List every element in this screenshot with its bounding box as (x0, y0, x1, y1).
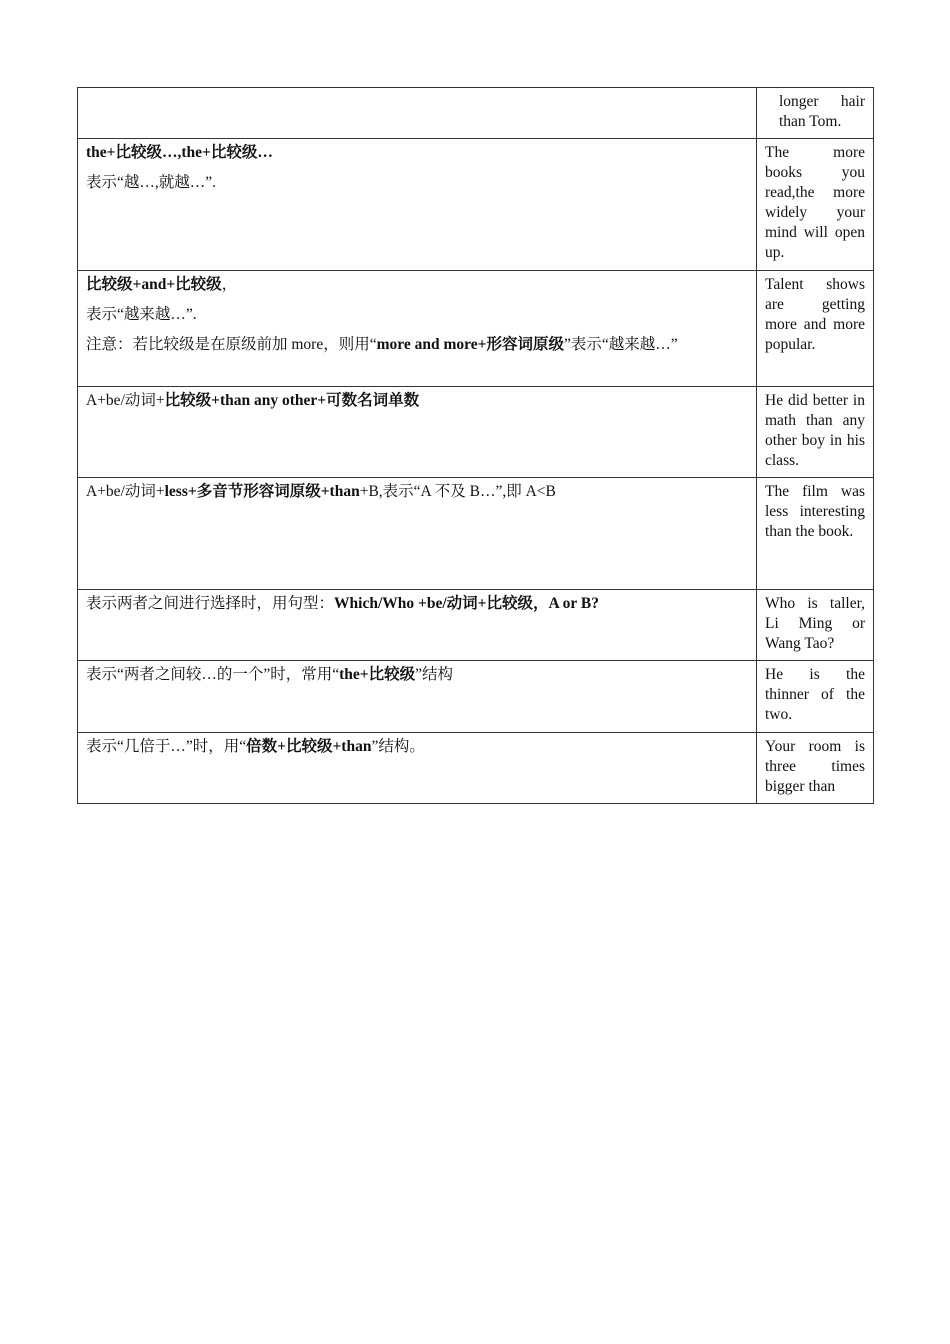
rule-line (86, 305, 748, 325)
rule-line (86, 391, 748, 411)
example-cell: Who is taller, Li Ming or Wang Tao? (757, 590, 874, 661)
rule-cell (78, 88, 757, 139)
example-cell: The more books you read,the more widely your mind will open up. (757, 139, 874, 271)
rule-text: 表示两者之间进行选择时，用句型： (86, 595, 335, 612)
rule-text-bold: 比较级+than any other+可数名词单数 (164, 392, 420, 409)
rule-cell (78, 387, 757, 478)
rule-text: A+be/动词+ (86, 483, 165, 500)
rule-text-bold: the+比较级 (339, 666, 416, 683)
rule-text: 表示“越…,就越…”. (86, 174, 217, 191)
example-cell: The film was less interesting than the book. (757, 478, 874, 590)
rule-text: ”结构 (415, 666, 454, 683)
example-cell: Your room is three times bigger than (757, 733, 874, 804)
table-row (78, 139, 874, 271)
table-row (78, 590, 874, 661)
rule-text: +B,表示“A 不及 B…”,即 A<B (359, 483, 556, 500)
rule-text-bold: 比较级+and+比较级 (86, 276, 222, 293)
rule-cell (78, 733, 757, 804)
rule-text: 表示“两者之间较…的一个”时，常用“ (86, 666, 340, 683)
example-cell: He is the thinner of the two. (757, 661, 874, 733)
rule-text-bold: Which/Who +be/动词+比较级，A or B? (334, 595, 599, 612)
rule-line (86, 594, 748, 614)
rule-text: 表示“几倍于…”时，用“ (86, 738, 247, 755)
example-cell: longer hair than Tom. (757, 88, 874, 139)
rule-text: A+be/动词+ (86, 392, 165, 409)
table-body (78, 88, 874, 804)
rule-cell (78, 661, 757, 733)
example-cell: He did better in math than any other boy in his class. (757, 387, 874, 478)
rule-text-bold: less+多音节形容词原级+than (164, 483, 360, 500)
rule-line (86, 143, 748, 163)
rule-text-bold: more and more+形容词原级 (376, 336, 564, 353)
table-row (78, 88, 874, 139)
rule-text: ， (221, 276, 238, 293)
rule-text: 注意：若比较级是在原级前加 more，则用“ (86, 336, 377, 353)
rule-line (86, 665, 748, 685)
rule-cell (78, 590, 757, 661)
rule-text-bold: 倍数+比较级+than (246, 738, 372, 755)
rule-line (86, 275, 748, 295)
grammar-table (77, 87, 874, 804)
table-row (78, 478, 874, 590)
example-cell: Talent shows are getting more and more popular. (757, 271, 874, 387)
rule-text: ”表示“越来越…” (563, 336, 678, 353)
rule-cell (78, 478, 757, 590)
rule-text-bold: the+比较级…,the+比较级… (86, 144, 273, 161)
rule-line (86, 482, 748, 502)
table-row (78, 271, 874, 387)
table-row (78, 387, 874, 478)
rule-cell (78, 139, 757, 271)
table-row (78, 733, 874, 804)
rule-text: 表示“越来越…”. (86, 306, 197, 323)
rule-line (86, 335, 748, 355)
rule-cell (78, 271, 757, 387)
table-row (78, 661, 874, 733)
rule-text: ”结构。 (371, 738, 425, 755)
rule-line (86, 737, 748, 757)
rule-line (86, 173, 748, 193)
